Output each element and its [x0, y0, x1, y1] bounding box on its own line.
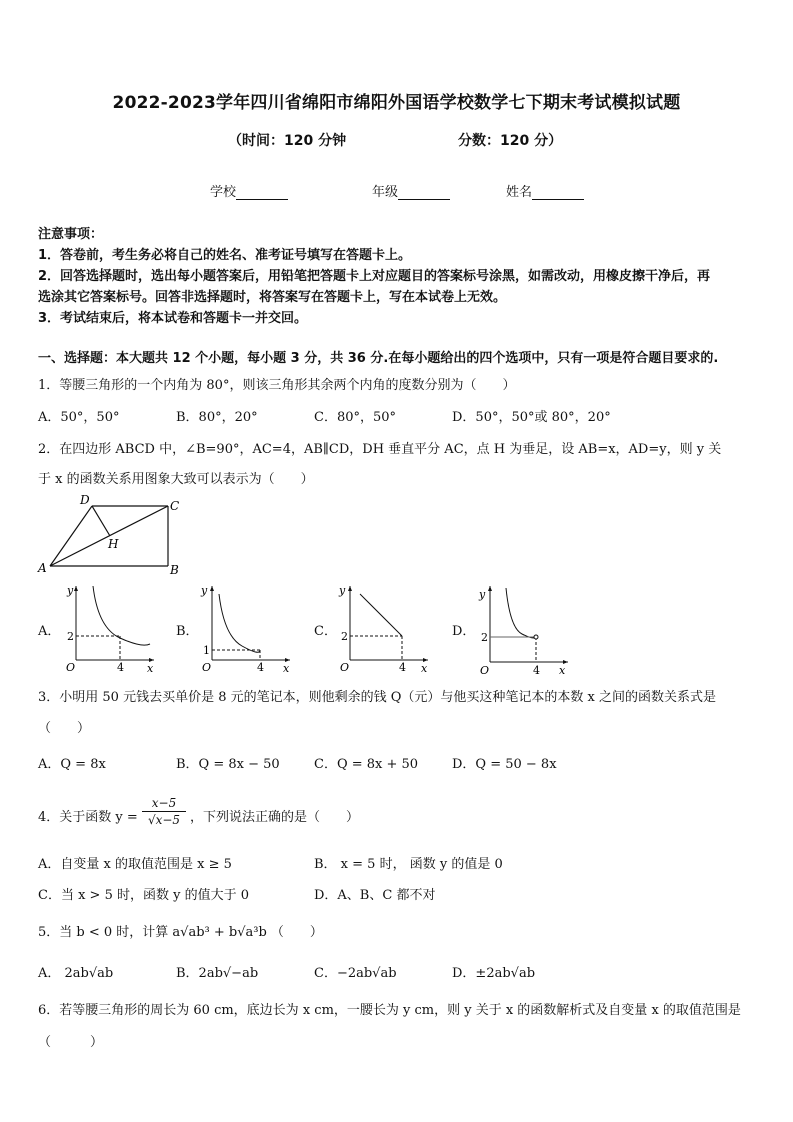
point-c-label: C [170, 499, 180, 513]
axis-x-label: x [421, 662, 428, 672]
tick-y-label: 2 [481, 631, 488, 644]
q4-stem-suffix: ，下列说法正确的是（ ） [190, 810, 360, 825]
axis-x-label: x [559, 664, 566, 676]
axis-y-label: y [201, 584, 208, 597]
tick-x-label: 4 [533, 664, 540, 676]
score-label: 分数：120 分） [458, 133, 563, 149]
q4-denominator: √x−5 [147, 813, 181, 827]
q4-numerator: x−5 [151, 796, 177, 810]
name-label: 姓名 [506, 185, 533, 200]
q4-option-a: A．自变量 x 的取值范围是 x ≥ 5 [38, 857, 232, 872]
q4-stem-prefix: 4．关于函数 y = [38, 810, 138, 825]
point-d-label: D [80, 493, 90, 507]
section-heading: 一、选择题：本大题共 12 个小题，每小题 3 分，共 36 分.在每小题给出的四个选项中，只有一项是符合题目要求的. [38, 351, 719, 366]
q2-option-d-letter: D． [452, 624, 476, 639]
page-title: 2022-2023学年四川省绵阳市绵阳外国语学校数学七下期末考试模拟试题 [112, 93, 681, 113]
quadrilateral-figure [36, 492, 186, 576]
graph-option-c [336, 580, 436, 672]
name-field [506, 181, 584, 200]
school-blank [236, 186, 288, 200]
school-label: 学校 [210, 185, 237, 200]
q2-option-a-letter: A． [38, 624, 61, 639]
grade-field [372, 181, 450, 200]
q3-option-d: D．Q = 50 − 8x [452, 757, 557, 772]
point-h-label: H [108, 537, 119, 551]
graph-option-b [198, 580, 298, 672]
q1-option-c: C．80°，50° [314, 410, 397, 425]
q5-option-d: D．±2ab√ab [452, 966, 536, 981]
q3-stem-line2: （ ） [38, 721, 91, 736]
note-item: 3．考试结束后，将本试卷和答题卡一并交回。 [38, 311, 308, 326]
note-item: 选涂其它答案标号。回答非选择题时，将答案写在答题卡上，写在本试卷上无效。 [38, 290, 507, 305]
q1-option-b: B．80°，20° [176, 410, 258, 425]
axis-x-label: x [283, 662, 290, 672]
tick-y-label: 2 [67, 630, 74, 643]
origin-label: O [202, 661, 212, 672]
axis-y-label: y [479, 588, 486, 601]
q3-option-c: C．Q = 8x + 50 [314, 757, 419, 772]
tick-x-label: 4 [399, 661, 406, 672]
q2-stem-line1: 2．在四边形 ABCD 中，∠B=90°，AC=4，AB∥CD，DH 垂直平分 AC，点 H 为垂足，设 AB=x，AD=y，则 y 关 [38, 442, 722, 457]
tick-y-label: 2 [341, 630, 348, 643]
q1-option-a: A．50°，50° [38, 410, 120, 425]
graph-option-a [62, 580, 162, 672]
school-field [210, 181, 288, 200]
origin-label: O [66, 661, 76, 672]
q6-stem-line1: 6．若等腰三角形的周长为 60 cm，底边长为 x cm，一腰长为 y cm，则 y 关于 x 的函数解析式及自变量 x 的取值范围是 [38, 1003, 741, 1018]
fraction-bar [142, 811, 186, 812]
grade-label: 年级 [372, 185, 399, 200]
tick-y-label: 1 [203, 644, 210, 657]
q2-option-b-letter: B． [176, 624, 199, 639]
q4-option-d: D．A、B、C 都不对 [314, 888, 436, 903]
q3-option-a: A．Q = 8x [38, 757, 106, 772]
grade-blank [398, 186, 450, 200]
notes-heading: 注意事项： [38, 227, 104, 242]
q1-stem: 1．等腰三角形的一个内角为 80°，则该三角形其余两个内角的度数分别为（ ） [38, 378, 516, 393]
note-item: 1．答卷前，考生务必将自己的姓名、准考证号填写在答题卡上。 [38, 248, 412, 263]
q5-stem: 5．当 b < 0 时，计算 a√ab³ + b√a³b （ ） [38, 925, 323, 940]
point-a-label: A [38, 561, 47, 575]
origin-label: O [480, 664, 490, 676]
axis-y-label: y [67, 584, 74, 597]
q5-option-a: A． 2ab√ab [38, 966, 114, 981]
q2-stem-line2: 于 x 的函数关系用图象大致可以表示为（ ） [38, 472, 314, 487]
q3-option-b: B．Q = 8x − 50 [176, 757, 280, 772]
origin-label: O [340, 661, 350, 672]
q1-option-d: D．50°，50°或 80°，20° [452, 410, 611, 425]
time-label: （时间：120 分钟 [228, 133, 347, 149]
q3-stem-line1: 3．小明用 50 元钱去买单价是 8 元的笔记本，则他剩余的钱 Q（元）与他买这种笔记本的本数 x 之间的函数关系式是 [38, 690, 717, 705]
tick-x-label: 4 [257, 661, 264, 672]
axis-y-label: y [339, 584, 346, 597]
tick-x-label: 4 [117, 661, 124, 672]
axis-x-label: x [147, 662, 154, 672]
q5-option-c: C．−2ab√ab [314, 966, 397, 981]
graph-option-d [476, 580, 576, 676]
q4-option-c: C．当 x > 5 时，函数 y 的值大于 0 [38, 888, 249, 903]
q4-fraction [142, 796, 186, 827]
q6-stem-line2: （ ） [38, 1035, 104, 1050]
q5-option-b: B．2ab√−ab [176, 966, 259, 981]
note-item: 2．回答选择题时，选出每小题答案后，用铅笔把答题卡上对应题目的答案标号涂黑，如需改动，用橡皮擦干净后，再 [38, 269, 711, 284]
q4-option-b: B． x = 5 时， 函数 y 的值是 0 [314, 857, 503, 872]
q2-option-c-letter: C． [314, 624, 337, 639]
point-b-label: B [170, 563, 179, 576]
name-blank [532, 186, 584, 200]
